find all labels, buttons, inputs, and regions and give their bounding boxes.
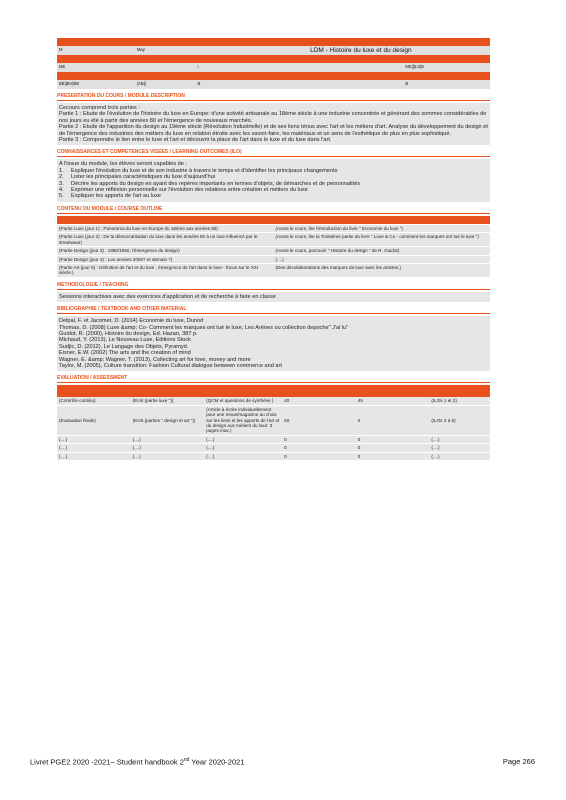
table-row: (....) (....) (....) 0 0 (....) [57, 452, 490, 460]
info-label-3 [196, 38, 309, 46]
page-footer [30, 757, 535, 767]
bibliography-item: Thomas, D. (2008) Luxe &amp; Co- Comment les marques ont tué le luxe, Les Arènes ou collection depoche" J'ai lu" [59, 324, 349, 331]
info-value-15: B [403, 80, 490, 89]
eval-header-4 [282, 385, 356, 397]
table-row: (Partie Design (jour 3) : 1880/1950, l'émergence du design) (Avant le cours, parcourir " Histoire du design " de R. Guidot) [57, 247, 490, 255]
bibliography-heading: BIBLIOGRAPHIE / TEXTBOOK AND OTHER MATERIAL [57, 306, 490, 314]
list-item: 4. Exprimer une réflexion personnelle sur l'évolution des relations entre création et métiers du luxe [59, 187, 308, 194]
footer-handbook: Livret PGE2 2020 -2021– Student handbook 2nd Year 2020-2021 [30, 757, 245, 767]
presentation-line-1: Cecours comprend trois parties : [59, 105, 140, 111]
table-row: (Partie Luxe (jour 1) : Panorama du luxe en Europe du 18ème aux années 80) (Avant le cours, lire l'introduction du livre " Economie du luxe ") [57, 224, 490, 232]
page-number: Page 266 [502, 757, 535, 766]
info-value-8: i [196, 63, 309, 72]
info-value-7 [135, 63, 196, 72]
table-row: (Partie Luxe (jour 2) : De la démocratisation du luxe dans les années 80 à un luxe influencé par le streetwear) (Avant le cours, lire la Troisième partie du livre " Luxe & Co - comment les marques ont tué le luxe ") [57, 233, 490, 247]
eval-header-2 [131, 385, 205, 397]
presentation-box [57, 103, 490, 145]
bibliography-item: Guidot, R. (2000), Histoire du design, Ed. Hazan, 387 p. [59, 330, 198, 337]
list-item: 1. Expliquer l'évolution du luxe et de son industrie à travers le temps et d'identifier les principaux changements [59, 167, 338, 174]
list-item: 5. Expliquer les apports de l'art au luxe [59, 193, 161, 200]
info-value-10: ME|||LS|B [403, 63, 490, 72]
bibliography-item: Taylor, M. (2005), Culture transition: Fashion Cultural dialogue between commerce and art [59, 362, 282, 369]
info-value-6: ME [57, 63, 135, 72]
bibliography-item: Sudjic, D. (2012), Le Langage des Objets, Pyramyd. [59, 343, 189, 350]
info-value-14 [308, 80, 403, 89]
outline-header-1 [57, 216, 274, 225]
evaluation-table [57, 385, 490, 461]
eval-header-5 [356, 385, 430, 397]
bibliography-item: Wagner, E. &amp; Wagner, T. (2013), Collecting art for love, money and more [59, 356, 251, 363]
info-label-5 [403, 38, 490, 46]
competences-intro: A l'issue du module, les élèves seront capables de : [59, 161, 187, 168]
bibliography-item: Michaud, Y. (2013), Le Nouveau Luxe, Editions Stock [59, 337, 191, 344]
table-row: (....) (....) (....) 0 0 (....) [57, 435, 490, 443]
outline-header-2 [274, 216, 491, 225]
bibliography-box [57, 316, 490, 371]
info-value-9 [308, 63, 403, 72]
methodology-text: Sessions interactives avec des exercices d'application et de recherche à faire en classe [59, 293, 276, 300]
info-value-3 [196, 46, 309, 55]
bibliography-item: Delpal, F. et Jacomet, D. (2014) Economie du luxe, Dunod [59, 318, 204, 325]
list-item: 2. Lister les principales caractéristiques du luxe d'aujourd'hui [59, 174, 215, 181]
presentation-line-3: Partie 2 : Etude de l'apparition du design au 19ème siècle (Révolution Industrielle) et de ses liens ténus avec l'art et les métiers d'art. Analyse du développement du design et de l'émergence des industries des métiers du luxe en relation étroite avec les savoir-faire, les matériaux et un sens de l'esthétique de plus en plus sophistiqué. [59, 124, 488, 137]
table-row: (Evaluation finale) (Ecrit (parties " design et art ")) (Article à écrire individuellement pour une revue/magazine au choix sur les liens et les apports de l'art et du design aux métiers du luxe: 3 pages max.) 60 0 (ILOs 3 à 5) [57, 405, 490, 435]
outline-heading: CONTENU DU MODULE / COURSE OUTLINE [57, 206, 490, 214]
info-value-11: BB||BV|BB [57, 80, 135, 89]
methodology-box [57, 292, 490, 302]
presentation-heading: PRESENTATION DU COURS / MODULE DESCRIPTION [57, 93, 490, 101]
info-value-2: May [135, 46, 196, 55]
table-row: (Partie Art (jour 5) : Définition de l'art et du luxe , émergence de l'art dans le luxe - focus sur le XXI siècle.) (Des décollaborations des marques de luxe avec les artistes.) [57, 263, 490, 277]
info-value-13: B [196, 80, 309, 89]
outline-table [57, 216, 490, 278]
competences-box [57, 159, 490, 201]
course-sheet [57, 38, 490, 461]
list-item: 3. Décrire les apports du design en ayant des repères importants en termes d'objets, de démarches et de personnalités [59, 180, 360, 187]
course-title: LDM - Histoire du luxe et du design [308, 46, 490, 55]
presentation-line-2: Partie 1 : Etude de l'évolution de l'histoire du luxe en Europe: d'une activité artisanale au 18ème siècle à une industrie concentrée et générant des sommes considérables de nos jours eu été à partir des années 80 et l'émergence de nouveaux marchés. [59, 111, 487, 124]
evaluation-heading: EVALUATION / ASSESSMENT [57, 375, 490, 383]
methodology-heading: METHODOLOGIE / TEACHING [57, 282, 490, 290]
info-value-12: |AB|| [135, 80, 196, 89]
info-label-1 [57, 38, 135, 46]
info-label-4 [308, 38, 403, 46]
table-row: (....) (....) (....) 0 0 (....) [57, 444, 490, 452]
bibliography-item: Eisner, E.W. (2002) The arts and the creation of mind [59, 350, 191, 357]
info-value-1: M [57, 46, 135, 55]
eval-header-6 [429, 385, 490, 397]
info-label-2 [135, 38, 196, 46]
competences-heading: CONNAISSANCES ET COMPETENCES VISEES / LEARNING OUTCOMES (ILO) [57, 149, 490, 157]
table-row: (Contrôle continu) (Ecrit (partie luxe ")) (QCM et questions de synthèse ) 40 45 (ILOs 1 et 2) [57, 397, 490, 405]
table-row: (Partie Design (jour 4) : Les années 2000? et demain ?) (....) [57, 255, 490, 263]
eval-header-1 [57, 385, 131, 397]
course-info-table [57, 38, 490, 89]
presentation-line-4: Partie 3 : Comprendre le lien entre le luxe et l'art et découvrir la place de l'art dans le luxe et du luxe dans l'art. [59, 137, 332, 144]
eval-header-3 [204, 385, 282, 397]
outcomes-list [59, 168, 488, 200]
